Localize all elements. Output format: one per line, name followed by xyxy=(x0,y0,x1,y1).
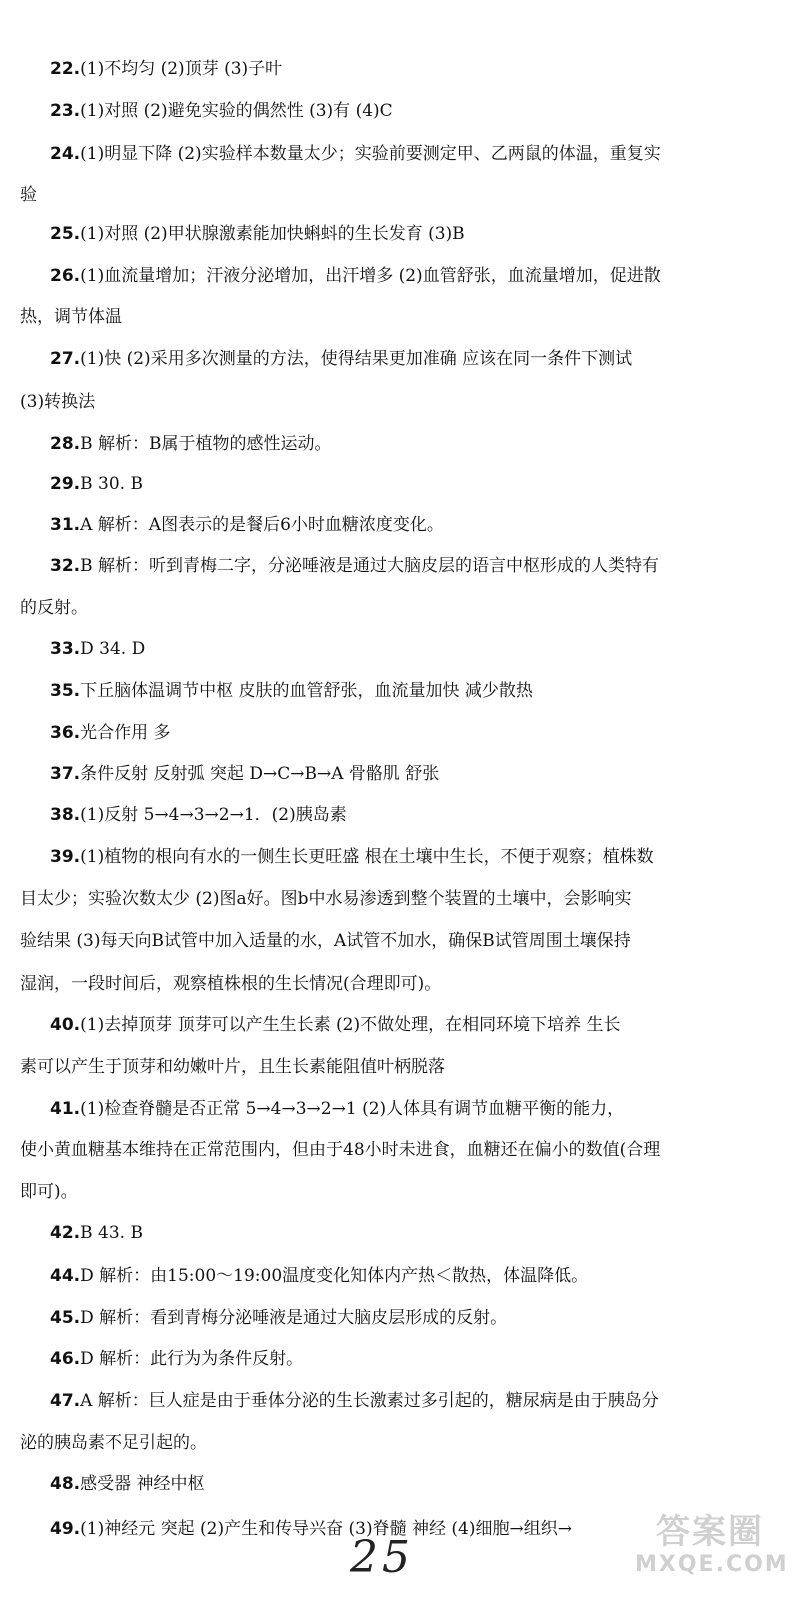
question-number: 37. xyxy=(50,764,81,784)
answer-text: A 解析：巨人症是由于垂体分泌的生长激素过多引起的，糖尿病是由于胰岛分 xyxy=(80,1391,659,1411)
question-number: 26. xyxy=(50,266,81,286)
answer-line xyxy=(20,391,760,413)
question-number: 45. xyxy=(50,1308,81,1328)
answer-text: B 30. B xyxy=(80,474,143,494)
answer-line xyxy=(50,763,790,785)
question-number: 41. xyxy=(50,1099,81,1119)
answer-text: 光合作用 多 xyxy=(80,723,171,743)
answer-text: A 解析：A图表示的是餐后6小时血糖浓度变化。 xyxy=(80,515,444,535)
answer-text: (1)神经元 突起 (2)产生和传导兴奋 (3)脊髓 神经 (4)细胞→组织→ xyxy=(80,1519,572,1539)
answer-text: 使小黄血糖基本维持在正常范围内，但由于48小时未进食，血糖还在偏小的数值(合理 xyxy=(20,1140,661,1160)
question-number: 23. xyxy=(50,101,81,121)
watermark-logo xyxy=(635,1512,789,1590)
question-number: 44. xyxy=(50,1266,81,1286)
answer-text: (1)对照 (2)避免实验的偶然性 (3)有 (4)C xyxy=(80,101,393,121)
answer-line xyxy=(20,1181,760,1203)
answer-line xyxy=(50,1390,790,1412)
answer-text: (1)反射 5→4→3→2→1．(2)胰岛素 xyxy=(80,805,347,825)
answer-text: B 解析：听到青梅二字，分泌唾液是通过大脑皮层的语言中枢形成的人类特有 xyxy=(80,556,660,576)
answer-line xyxy=(50,846,790,868)
question-number: 32. xyxy=(50,556,81,576)
answer-text: (1)植物的根向有水的一侧生长更旺盛 根在土壤中生长，不便于观察；植株数 xyxy=(80,847,654,867)
answer-line xyxy=(20,597,760,619)
answer-line xyxy=(20,888,760,910)
answer-text: D 34. D xyxy=(80,639,146,659)
answer-text: 的反射。 xyxy=(20,598,88,618)
answer-text: 素可以产生于顶芽和幼嫩叶片，且生长素能阻值叶柄脱落 xyxy=(20,1057,445,1077)
answer-line xyxy=(50,1014,790,1036)
answer-text: B 43. B xyxy=(80,1223,143,1243)
answer-text: D 解析：此行为为条件反射。 xyxy=(80,1349,304,1369)
answer-line xyxy=(50,804,790,826)
answer-line xyxy=(50,100,790,122)
question-number: 31. xyxy=(50,515,81,535)
question-number: 39. xyxy=(50,847,81,867)
answer-text: (1)快 (2)采用多次测量的方法，使得结果更加准确 应该在同一条件下测试 xyxy=(80,349,633,369)
answer-line xyxy=(50,473,790,495)
answer-line xyxy=(20,1056,760,1078)
answer-line xyxy=(50,555,790,577)
answer-text: 热，调节体温 xyxy=(20,307,122,327)
question-number: 40. xyxy=(50,1015,81,1035)
answer-text: 感受器 神经中枢 xyxy=(80,1474,205,1494)
answer-line xyxy=(20,930,760,952)
question-number: 36. xyxy=(50,723,81,743)
question-number: 49. xyxy=(50,1519,81,1539)
answer-text: (1)血流量增加；汗液分泌增加，出汗增多 (2)血管舒张，血流量增加，促进散 xyxy=(80,266,661,286)
question-number: 25. xyxy=(50,224,81,244)
answer-text: (1)不均匀 (2)顶芽 (3)子叶 xyxy=(80,59,283,79)
answer-text: (1)明显下降 (2)实验样本数量太少；实验前要测定甲、乙两鼠的体温，重复实 xyxy=(80,144,661,164)
answer-text: D 解析：看到青梅分泌唾液是通过大脑皮层形成的反射。 xyxy=(80,1308,508,1328)
answer-text: B 解析：B属于植物的感性运动。 xyxy=(80,434,332,454)
answer-line xyxy=(50,722,790,744)
answer-line xyxy=(50,348,790,370)
answer-line xyxy=(50,680,790,702)
question-number: 35. xyxy=(50,681,81,701)
question-number: 48. xyxy=(50,1474,81,1494)
answer-text: 验 xyxy=(20,185,37,205)
question-number: 24. xyxy=(50,144,81,164)
question-number: 29. xyxy=(50,474,81,494)
answer-text: 泌的胰岛素不足引起的。 xyxy=(20,1433,207,1453)
answer-line xyxy=(20,306,760,328)
answer-line xyxy=(50,433,790,455)
question-number: 27. xyxy=(50,349,81,369)
answer-line xyxy=(50,638,790,660)
question-number: 47. xyxy=(50,1391,81,1411)
answer-line xyxy=(50,265,790,287)
answer-text: 湿润，一段时间后，观察植株根的生长情况(合理即可)。 xyxy=(20,974,442,994)
answer-line xyxy=(50,1222,790,1244)
answer-text: 验结果 (3)每天向B试管中加入适量的水，A试管不加水，确保B试管周围土壤保持 xyxy=(20,931,631,951)
answer-line xyxy=(20,1432,760,1454)
answer-text: D 解析：由15:00～19:00温度变化知体内产热＜散热，体温降低。 xyxy=(80,1266,589,1286)
answer-line xyxy=(20,973,760,995)
question-number: 42. xyxy=(50,1223,81,1243)
answer-text: (1)去掉顶芽 顶芽可以产生生长素 (2)不做处理，在相同环境下培养 生长 xyxy=(80,1015,621,1035)
answer-text: (1)检查脊髓是否正常 5→4→3→2→1 (2)人体具有调节血糖平衡的能力， xyxy=(80,1099,625,1119)
question-number: 33. xyxy=(50,639,81,659)
answer-line xyxy=(50,514,790,536)
answer-line xyxy=(50,1098,790,1120)
page-number: 25 xyxy=(350,1532,414,1583)
answer-text: 下丘脑体温调节中枢 皮肤的血管舒张，血流量加快 减少散热 xyxy=(80,681,533,701)
answer-line xyxy=(50,1473,790,1495)
answer-line xyxy=(50,223,790,245)
answer-line xyxy=(50,143,790,165)
question-number: 38. xyxy=(50,805,81,825)
question-number: 46. xyxy=(50,1349,81,1369)
watermark-title: 答案圈 xyxy=(656,1512,764,1552)
question-number: 28. xyxy=(50,434,81,454)
question-number: 22. xyxy=(50,59,81,79)
answer-line xyxy=(50,1348,790,1370)
watermark-url: MXQE.COM xyxy=(635,1552,789,1577)
answer-text: 条件反射 反射弧 突起 D→C→B→A 骨骼肌 舒张 xyxy=(80,764,440,784)
answer-line xyxy=(50,1265,790,1287)
answer-line xyxy=(50,58,790,80)
answer-text: 目太少；实验次数太少 (2)图a好。图b中水易渗透到整个装置的土壤中，会影响实 xyxy=(20,889,632,909)
answer-text: (3)转换法 xyxy=(20,392,96,412)
answer-line xyxy=(20,1139,760,1161)
answer-text: (1)对照 (2)甲状腺激素能加快蝌蚪的生长发育 (3)B xyxy=(80,224,465,244)
answer-text: 即可)。 xyxy=(20,1182,78,1202)
answer-line xyxy=(50,1307,790,1329)
answer-line xyxy=(20,184,760,206)
